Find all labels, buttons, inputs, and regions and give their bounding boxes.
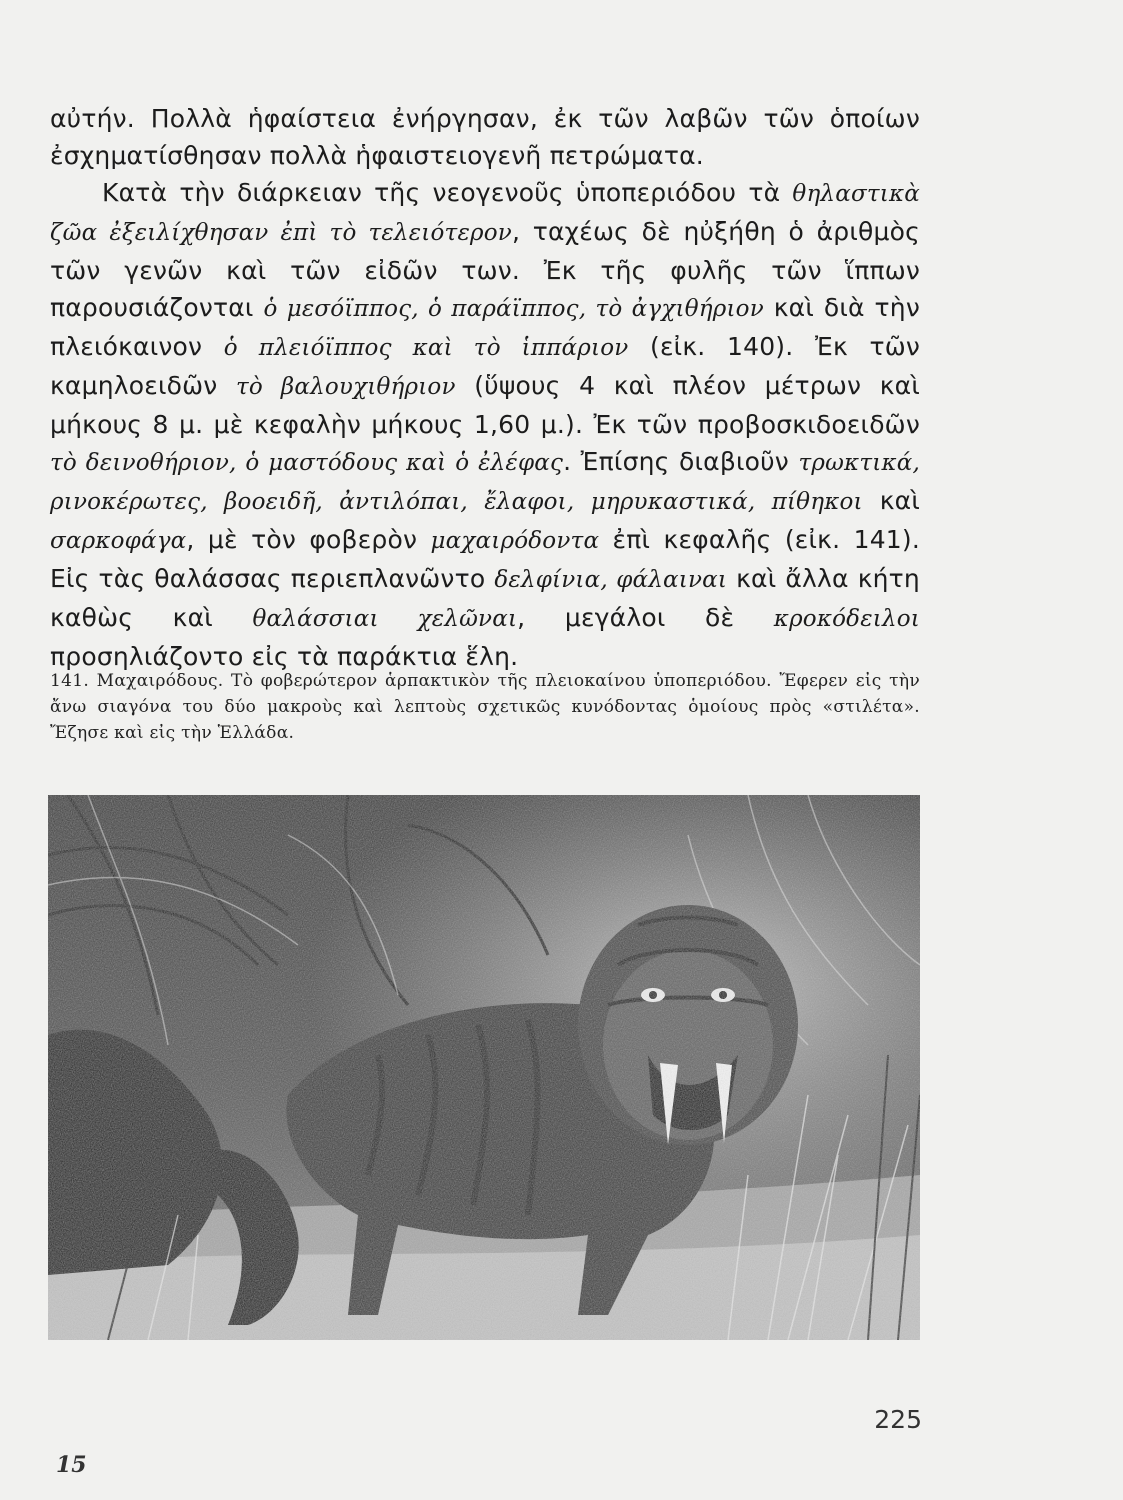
paragraph-2 [50, 174, 920, 675]
italic-term: θηλαστικὰ ζῶα ἐξειλίχθησαν ἐπὶ τὸ τελειότερον [50, 181, 920, 246]
paragraph-1 [50, 100, 920, 174]
italic-term: ὁ μεσόϊππος, ὁ παράϊππος, τὸ ἀγχιθήριον [263, 296, 764, 322]
text-run: Κατὰ τὴν διάρκειαν τῆς νεογενοῦς ὑποπεριόδου τὰ [102, 178, 793, 207]
body-text [50, 100, 920, 675]
text-run: , ταχέως δὲ ηὐξήθη ὁ ἀριθμὸς τῶν γενῶν καὶ τῶν εἰδῶν των. Ἐκ τῆς φυλῆς τῶν ἵππων παρουσιάζονται [50, 217, 920, 322]
text-run: (εἰκ. 140). Ἐκ τῶν καμηλοειδῶν [50, 332, 921, 400]
text-run: , μὲ τὸν φοβερὸν [186, 525, 431, 554]
figure-caption [50, 668, 920, 746]
text-run: . Ἐπίσης διαβιοῦν [563, 447, 799, 476]
italic-term: τὸ δεινοθήριον, ὁ μαστόδους καὶ ὁ ἐλέφας [50, 450, 564, 476]
italic-term: τὸ βαλουχιθήριον [235, 374, 456, 400]
signature-mark: 15 [56, 1452, 87, 1478]
page-number: 225 [874, 1405, 922, 1434]
text-run: καὶ διὰ τὴν πλειόκαινον [50, 293, 920, 361]
caption-text: 141. Μαχαιρόδους. Τὸ φοβερώτερον ἁρπακτικὸν τῆς πλειοκαίνου ὑποπεριόδου. Ἔφερεν εἰς τὴν ἄνω σιαγόνα του δύο μακροὺς καὶ λεπτοὺς σχετικῶς κυνόδοντας ὁμοίους πρὸς «στιλέτα». Ἔζησε καὶ εἰς τὴν Ἑλλάδα. [50, 671, 920, 743]
text-run: ἐπὶ κεφαλῆς (εἰκ. 141). Εἰς τὰς θαλάσσας περιεπλανῶντο [50, 525, 921, 593]
italic-term: μαχαιρόδοντα [430, 528, 600, 554]
sabertooth-tiger-drawing [48, 795, 920, 1340]
text-run: καὶ [862, 486, 921, 515]
italic-term: δελφίνια, φάλαιναι [494, 567, 728, 593]
text-run: αὐτήν. Πολλὰ ἡφαίστεια ἐνήργησαν, ἐκ τῶν λαβῶν τῶν ὁποίων ἐσχηματίσθησαν πολλὰ ἡφαιστειογενῆ πετρώματα. [50, 104, 920, 170]
italic-term: σαρκοφάγα [50, 528, 187, 554]
text-run: (ὕψους 4 καὶ πλέον μέτρων καὶ μήκους 8 μ. μὲ κεφαλὴν μήκους 1,60 μ.). Ἐκ τῶν προβοσκιδοειδῶν [50, 371, 920, 439]
text-run: προσηλιάζοντο εἰς τὰ παράκτια ἕλη. [50, 642, 519, 671]
italic-term: κροκόδειλοι [773, 606, 921, 632]
italic-term: τρωκτικά, ρινοκέρωτες, βοοειδῆ, ἀντιλόπαι, ἔλαφοι, μηρυκαστικά, πίθηκοι [50, 450, 920, 515]
text-run: , μεγάλοι δὲ [517, 603, 774, 632]
text-run: καὶ ἄλλα κήτη καθὼς καὶ [50, 564, 920, 632]
italic-term: ὁ πλειόϊππος καὶ τὸ ἱππάριον [223, 335, 629, 361]
italic-term: θαλάσσιαι χελῶναι [252, 606, 518, 632]
sabertooth-illustration [48, 795, 920, 1340]
